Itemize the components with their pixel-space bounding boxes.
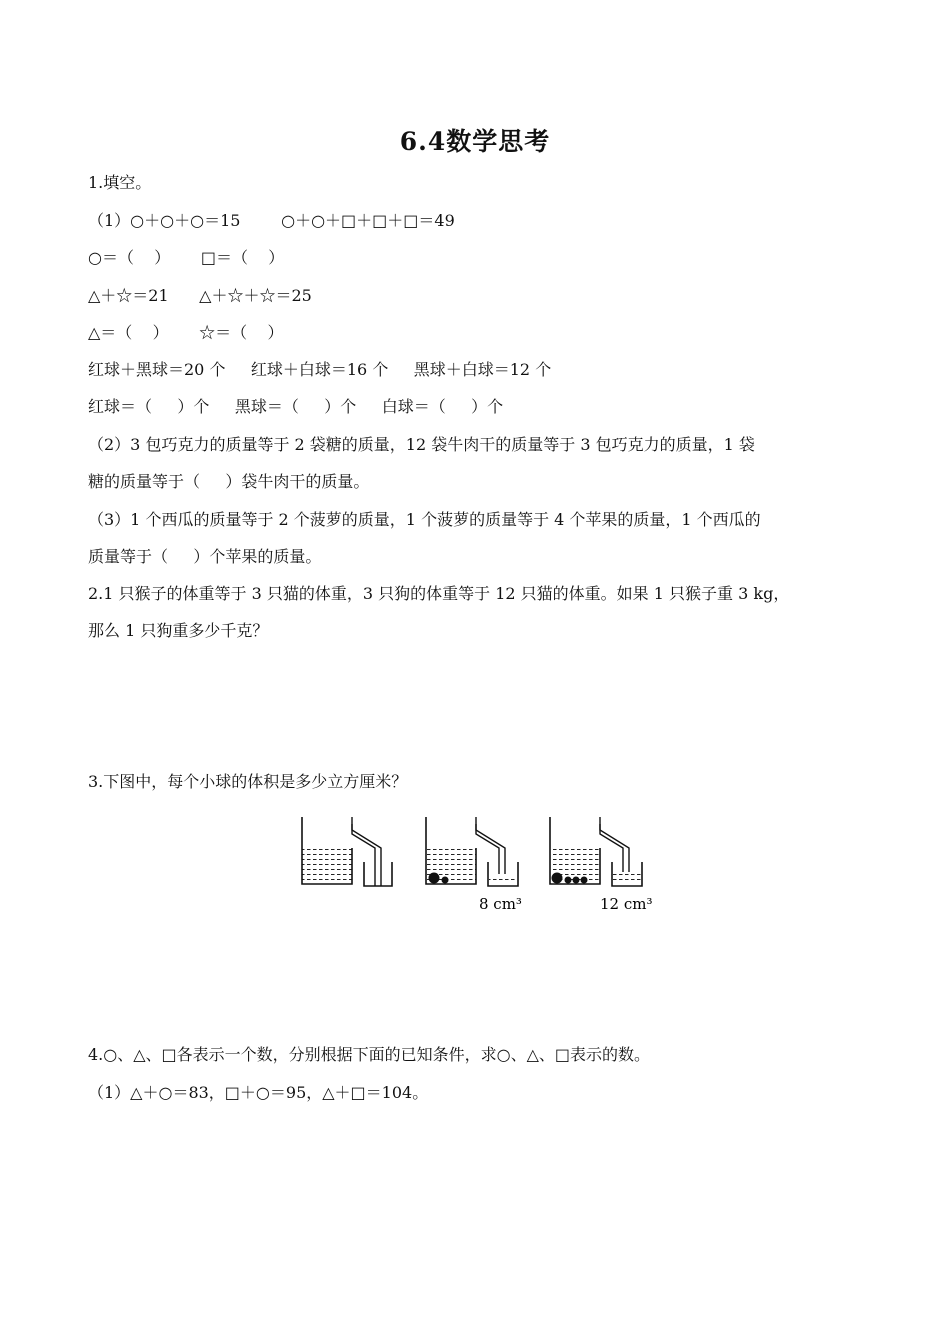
q3-container-figure: [295, 812, 655, 917]
q1-2-text-line2: 糖的质量等于（ ）袋牛肉干的质量。: [88, 472, 370, 491]
q1-1-answer-balls: 红球＝（ ）个 黑球＝（ ）个 白球＝（ ）个: [88, 397, 504, 416]
q3-text: 3.下图中，每个小球的体积是多少立方厘米？: [88, 772, 408, 791]
ball-small: [581, 877, 588, 884]
q2-text-line2: 那么 1 只狗重多少千克？: [88, 621, 269, 640]
q1-1-equations-circle-square: （1）○＋○＋○＝15 ○＋○＋□＋□＋□＝49: [88, 211, 455, 230]
q2-text-line1: 2.1 只猴子的体重等于 3 只猫的体重，3 只狗的体重等于 12 只猫的体重。如果 1 只猴子重 3 kg，: [88, 584, 790, 603]
q4-1-equations: （1）△＋○＝83，□＋○＝95，△＋□＝104。: [88, 1083, 429, 1102]
q1-3-text-line1: （3）1 个西瓜的质量等于 2 个菠萝的质量，1 个菠萝的质量等于 4 个苹果的质量，1 个西瓜的: [88, 510, 761, 529]
q1-1-answer-triangle-star: △＝（ ） ☆＝（ ）: [88, 323, 284, 342]
ball-large: [429, 873, 440, 884]
q4-text: 4.○、△、□各表示一个数，分别根据下面的已知条件，求○、△、□表示的数。: [88, 1045, 651, 1064]
q1-2-text-line1: （2）3 包巧克力的质量等于 2 袋糖的质量，12 袋牛肉干的质量等于 3 包巧克力的质量，1 袋: [88, 435, 755, 454]
ball-small: [442, 877, 449, 884]
container-2: [426, 817, 518, 886]
q1-1-answer-circle-square: ○＝（ ） □＝（ ）: [88, 248, 285, 267]
q1-heading: 1.填空。: [88, 173, 152, 192]
ball-small: [573, 877, 580, 884]
page-title: 6.4数学思考: [399, 127, 551, 156]
ball-small: [565, 877, 572, 884]
ball-large: [552, 873, 563, 884]
caption-8cm3: 8 cm³: [479, 895, 522, 913]
q1-1-equations-triangle-star: △＋☆＝21 △＋☆＋☆＝25: [88, 286, 312, 305]
container-1: [302, 817, 392, 886]
q1-3-text-line2: 质量等于（ ）个苹果的质量。: [88, 547, 322, 566]
q1-1-equations-balls: 红球＋黑球＝20 个 红球＋白球＝16 个 黑球＋白球＝12 个: [88, 360, 552, 379]
container-3: [550, 817, 642, 886]
caption-12cm3: 12 cm³: [600, 895, 653, 913]
